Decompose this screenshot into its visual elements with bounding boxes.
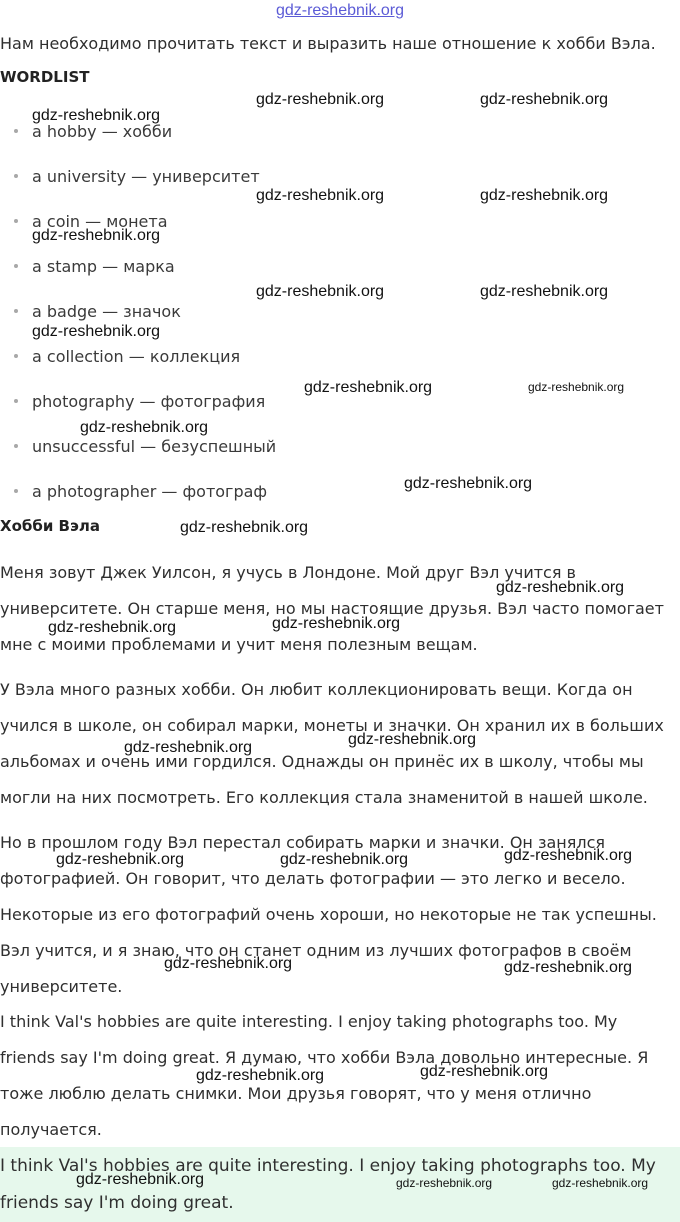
wordlist-item-text: a stamp — марка	[32, 257, 175, 276]
watermark: gdz-reshebnik.org	[480, 91, 609, 108]
story-line: Но в прошлом году Вэл перестал собирать марки и значки. Он занялся	[0, 833, 606, 852]
story-line: фотографией. Он говорит, что делать фотографии — это легко и весело.	[0, 869, 626, 888]
watermark: gdz-reshebnik.org	[504, 847, 633, 864]
watermark: gdz-reshebnik.org	[496, 579, 625, 596]
story-line: альбомах и очень ими гордился. Однажды он принёс их в школу, чтобы мы	[0, 752, 644, 771]
watermark: gdz-reshebnik.org	[196, 1067, 325, 1084]
story-line: университете. Он старше меня, но мы настоящие друзья. Вэл часто помогает	[0, 599, 664, 618]
wordlist-item-text: a badge — значок	[32, 302, 181, 321]
watermark: gdz-reshebnik.org	[164, 955, 293, 972]
bullet-icon	[14, 264, 18, 268]
story-title: Хобби Вэла	[0, 517, 100, 535]
wordlist-item-text: a collection — коллекция	[32, 347, 241, 366]
story-line: У Вэла много разных хобби. Он любит коллекционировать вещи. Когда он	[0, 680, 633, 699]
watermark: gdz-reshebnik.org	[32, 107, 161, 124]
story-line: университете.	[0, 977, 123, 996]
wordlist-item	[14, 122, 172, 142]
watermark: gdz-reshebnik.org	[420, 1063, 549, 1080]
watermark: gdz-reshebnik.org	[304, 379, 433, 396]
wordlist-item-text: a hobby — хобби	[32, 122, 173, 141]
bullet-icon	[14, 174, 18, 178]
watermark: gdz-reshebnik.org	[180, 519, 309, 536]
watermark: gdz-reshebnik.org	[48, 619, 177, 636]
wordlist-heading: WORDLIST	[0, 68, 90, 86]
watermark: gdz-reshebnik.org	[76, 1171, 205, 1188]
watermark: gdz-reshebnik.org	[504, 959, 633, 976]
wordlist-item	[14, 257, 175, 277]
wordlist-item-text: unsuccessful — безуспешный	[32, 437, 277, 456]
wordlist-item-text: a photographer — фотограф	[32, 482, 268, 501]
intro-text: Нам необходимо прочитать текст и выразить наше отношение к хобби Вэла.	[0, 34, 656, 53]
wordlist-item-text: photography — фотография	[32, 392, 266, 411]
watermark: gdz-reshebnik.org	[32, 323, 161, 340]
wordlist-item-text: a coin — монета	[32, 212, 168, 231]
bullet-icon	[14, 354, 18, 358]
wordlist-item	[14, 302, 181, 322]
bullet-icon	[14, 309, 18, 313]
wordlist-item	[14, 482, 267, 502]
bullet-icon	[14, 129, 18, 133]
watermark: gdz-reshebnik.org	[256, 91, 385, 108]
wordlist-item	[14, 437, 276, 457]
wordlist-item	[14, 347, 240, 367]
header-watermark-link[interactable]: gdz-reshebnik.org	[275, 2, 405, 19]
watermark: gdz-reshebnik.org	[528, 380, 625, 394]
story-line: Вэл учится, и я знаю, что он станет одним из лучших фотографов в своём	[0, 941, 632, 960]
story-line: Меня зовут Джек Уилсон, я учусь в Лондоне. Мой друг Вэл учится в	[0, 563, 576, 582]
story-line: получается.	[0, 1120, 102, 1139]
watermark: gdz-reshebnik.org	[272, 615, 401, 632]
bullet-icon	[14, 489, 18, 493]
watermark: gdz-reshebnik.org	[404, 475, 533, 492]
wordlist-item	[14, 392, 265, 412]
story-line: учился в школе, он собирал марки, монеты и значки. Он хранил их в больших	[0, 716, 664, 735]
story-line: тоже люблю делать снимки. Мои друзья говорят, что у меня отлично	[0, 1084, 592, 1103]
bullet-icon	[14, 399, 18, 403]
watermark: gdz-reshebnik.org	[80, 419, 209, 436]
watermark: gdz-reshebnik.org	[348, 731, 477, 748]
story-line: могли на них посмотреть. Его коллекция стала знаменитой в нашей школе.	[0, 788, 648, 807]
watermark: gdz-reshebnik.org	[552, 1176, 649, 1190]
watermark: gdz-reshebnik.org	[480, 187, 609, 204]
story-line: Некоторые из его фотографий очень хороши, но некоторые не так успешны.	[0, 905, 657, 924]
watermark: gdz-reshebnik.org	[280, 851, 409, 868]
story-line: мне с моими проблемами и учит меня полезным вещам.	[0, 635, 478, 654]
bullet-icon	[14, 444, 18, 448]
watermark: gdz-reshebnik.org	[56, 851, 185, 868]
story-line: I think Val's hobbies are quite interesting. I enjoy taking photographs too. My	[0, 1012, 618, 1031]
watermark: gdz-reshebnik.org	[256, 187, 385, 204]
answer-line: friends say I'm doing great.	[0, 1193, 234, 1213]
bullet-icon	[14, 219, 18, 223]
story-line: friends say I'm doing great. Я думаю, что хобби Вэла довольно интересные. Я	[0, 1048, 649, 1067]
watermark: gdz-reshebnik.org	[396, 1176, 493, 1190]
watermark: gdz-reshebnik.org	[124, 739, 253, 756]
answer-line: I think Val's hobbies are quite interesting. I enjoy taking photographs too. My	[0, 1156, 656, 1176]
watermark: gdz-reshebnik.org	[480, 283, 609, 300]
watermark: gdz-reshebnik.org	[32, 227, 161, 244]
wordlist-item-text: a university — университет	[32, 167, 260, 186]
wordlist-item	[14, 167, 260, 187]
watermark: gdz-reshebnik.org	[256, 283, 385, 300]
